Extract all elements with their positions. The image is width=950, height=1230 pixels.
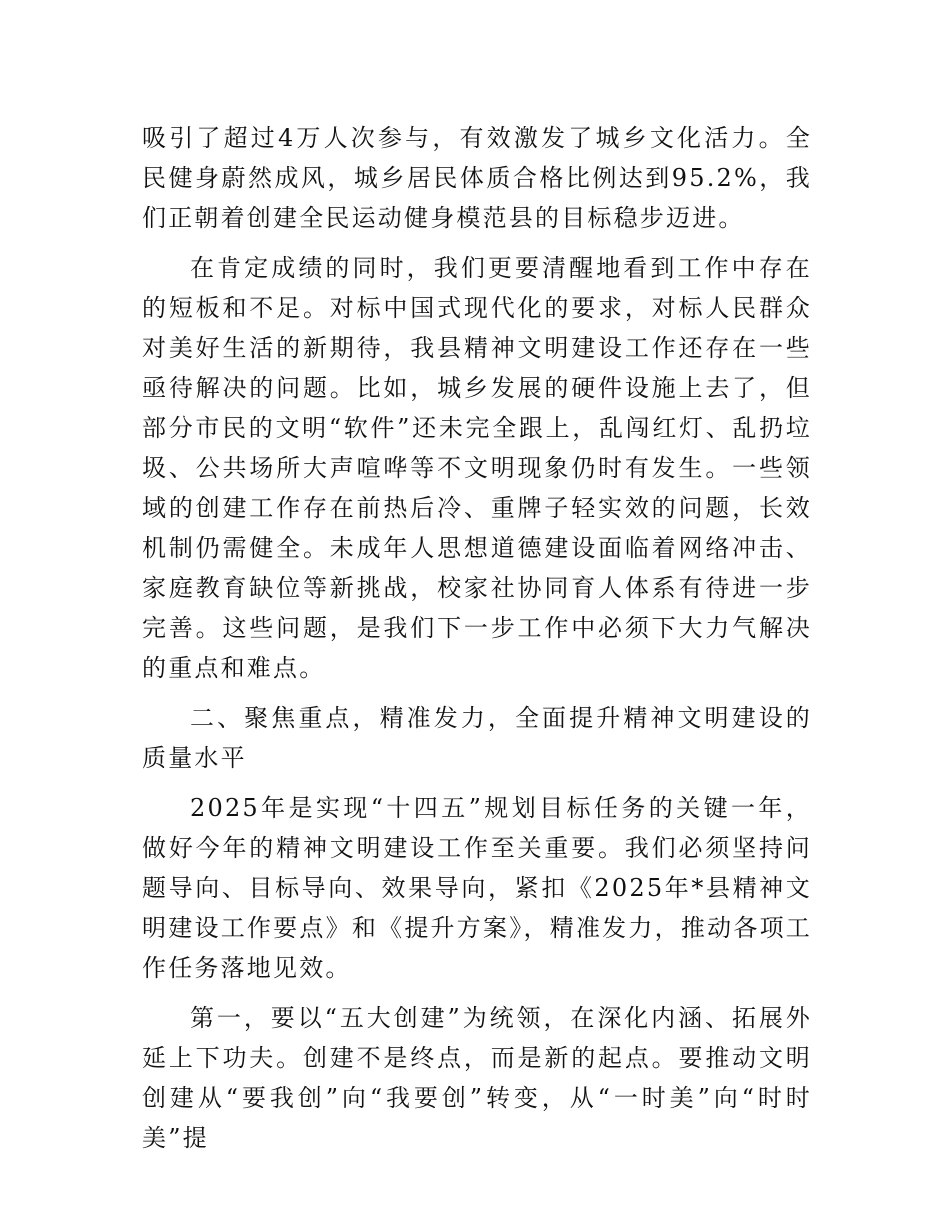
- paragraph-2025-tasks: 2025年是实现“十四五”规划目标任务的关键一年，做好今年的精神文明建设工作至关重要。我们必须坚持问题导向、目标导向、效果导向，紧扣《2025年*县精神文明建设工作要点》和《提升方案》，精准发力，推动各项工作任务落地见效。: [142, 794, 812, 982]
- section-heading: 二、聚焦重点，精准发力，全面提升精神文明建设的质量水平: [142, 704, 812, 772]
- paragraph-first-point: 第一，要以“五大创建”为统领，在深化内涵、拓展外延上下功夫。创建不是终点，而是新的起点。要推动文明创建从“要我创”向“我要创”转变，从“一时美”向“时时美”提: [142, 1004, 812, 1152]
- document-body: [142, 118, 812, 1158]
- paragraph-continuation: 吸引了超过4万人次参与，有效激发了城乡文化活力。全民健身蔚然成风，城乡居民体质合格比例达到95.2%，我们正朝着创建全民运动健身模范县的目标稳步迈进。: [142, 124, 812, 232]
- paragraph-shortcomings: 在肯定成绩的同时，我们更要清醒地看到工作中存在的短板和不足。对标中国式现代化的要求，对标人民群众对美好生活的新期待，我县精神文明建设工作还存在一些亟待解决的问题。比如，城乡发展的硬件设施上去了，但部分市民的文明“软件”还未完全跟上，乱闯红灯、乱扔垃圾、公共场所大声喧哗等不文明现象仍时有发生。一些领域的创建工作存在前热后冷、重牌子轻实效的问题，长效机制仍需健全。未成年人思想道德建设面临着网络冲击、家庭教育缺位等新挑战，校家社协同育人体系有待进一步完善。这些问题，是我们下一步工作中必须下大力气解决的重点和难点。: [142, 254, 812, 682]
